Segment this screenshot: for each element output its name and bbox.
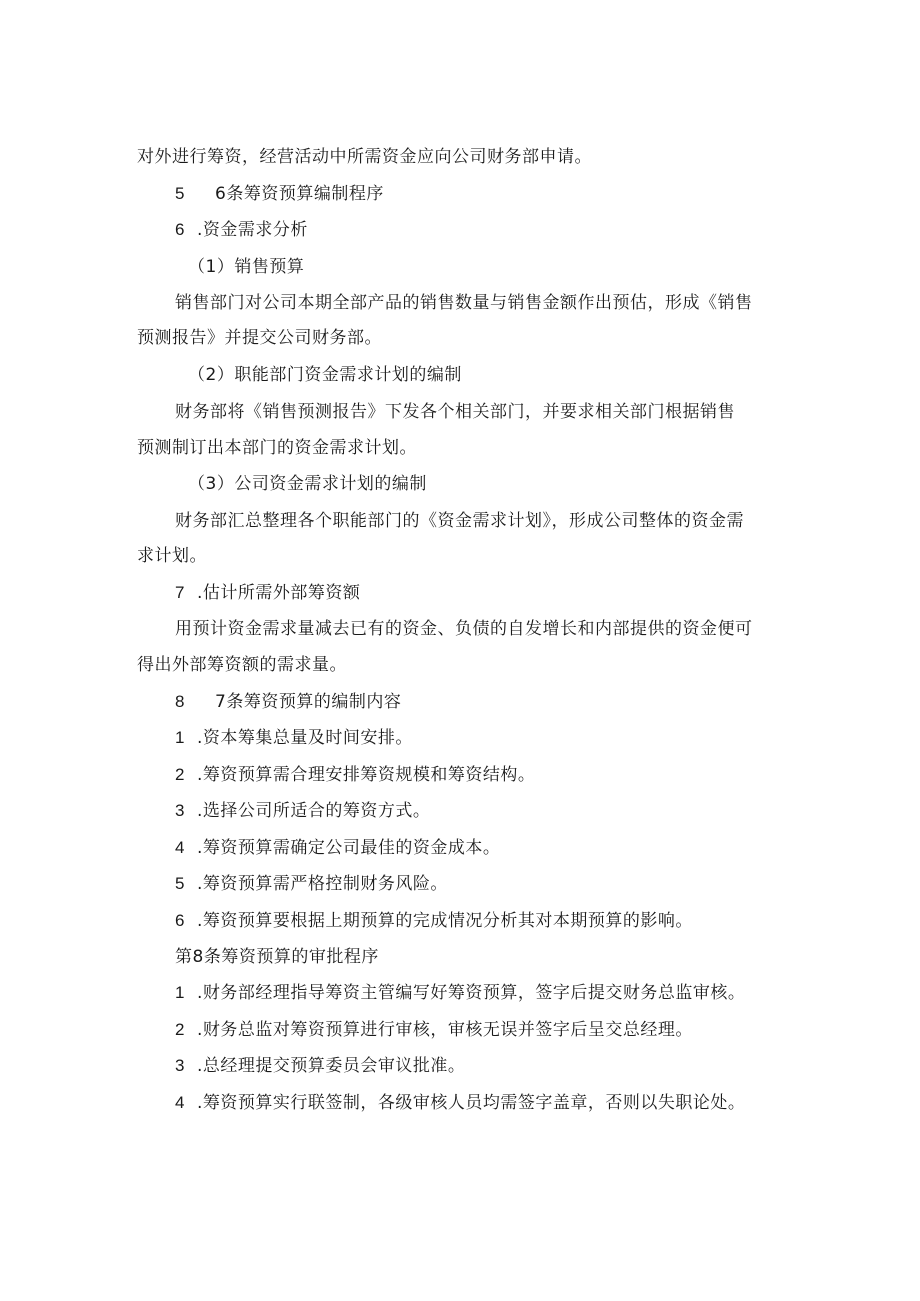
list-item [175, 873, 448, 895]
item-number: 6 [175, 220, 185, 239]
subsection-heading: （1）销售预算 [188, 257, 305, 277]
list-item [175, 727, 413, 749]
item-text: .总经理提交预算委员会审议批准。 [197, 1056, 466, 1076]
paragraph-line: 销售部门对公司本期全部产品的销售数量与销售金额作出预估，形成《销售 [175, 293, 753, 313]
list-item [175, 800, 430, 822]
item-number: 1 [175, 728, 185, 747]
section-heading: 第8条筹资预算的审批程序 [175, 947, 379, 967]
item-number: 7 [175, 583, 185, 602]
item-number: 2 [175, 1020, 185, 1039]
item-text: .筹资预算需严格控制财务风险。 [197, 874, 448, 894]
item-number: 2 [175, 765, 185, 784]
item-number: 3 [175, 801, 185, 820]
item-number: 4 [175, 838, 185, 857]
item-text: .筹资预算实行联签制，各级审核人员均需签字盖章，否则以失职论处。 [197, 1093, 746, 1113]
item-text: .资金需求分析 [197, 220, 308, 240]
list-item [175, 837, 500, 859]
list-item [175, 1055, 465, 1077]
item-text: .选择公司所适合的筹资方式。 [197, 801, 431, 821]
item-number: 5 [175, 874, 185, 893]
section-number: 5 [175, 184, 185, 203]
section-number: 8 [175, 692, 185, 711]
section-heading [175, 691, 401, 713]
subsection-heading: （3）公司资金需求计划的编制 [188, 474, 427, 494]
paragraph-line: 财务部将《销售预测报告》下发各个相关部门，并要求相关部门根据销售 [175, 402, 735, 422]
section-title: 7条筹资预算的编制内容 [215, 692, 402, 712]
item-number: 4 [175, 1093, 185, 1112]
item-text: .估计所需外部筹资额 [197, 583, 361, 603]
item-number: 1 [175, 983, 185, 1002]
list-item [175, 910, 693, 932]
paragraph-line: 得出外部筹资额的需求量。 [137, 655, 347, 675]
paragraph-line: 预测制订出本部门的资金需求计划。 [137, 438, 417, 458]
subsection-heading [175, 582, 360, 604]
paragraph-line: 预测报告》并提交公司财务部。 [137, 328, 382, 348]
list-item [175, 1019, 693, 1041]
paragraph-line: 用预计资金需求量减去已有的资金、负债的自发增长和内部提供的资金便可 [175, 619, 753, 639]
item-number: 3 [175, 1056, 185, 1075]
list-item [175, 982, 745, 1004]
section-title: 6条筹资预算编制程序 [215, 184, 384, 204]
paragraph-line: 求计划。 [137, 546, 207, 566]
subsection-heading: （2）职能部门资金需求计划的编制 [188, 365, 462, 385]
list-item [175, 1092, 745, 1114]
item-text: .资本筹集总量及时间安排。 [197, 728, 413, 748]
paragraph-line: 对外进行筹资，经营活动中所需资金应向公司财务部申请。 [137, 147, 592, 167]
subsection-heading [175, 219, 308, 241]
paragraph-line: 财务部汇总整理各个职能部门的《资金需求计划》，形成公司整体的资金需 [175, 511, 744, 531]
item-text: .筹资预算需确定公司最佳的资金成本。 [197, 838, 501, 858]
item-number: 6 [175, 911, 185, 930]
list-item [175, 764, 535, 786]
section-heading [175, 183, 384, 205]
item-text: .筹资预算需合理安排筹资规模和筹资结构。 [197, 765, 536, 785]
item-text: .筹资预算要根据上期预算的完成情况分析其对本期预算的影响。 [197, 911, 693, 931]
item-text: .财务部经理指导筹资主管编写好筹资预算，签字后提交财务总监审核。 [197, 983, 746, 1003]
item-text: .财务总监对筹资预算进行审核，审核无误并签字后呈交总经理。 [197, 1020, 693, 1040]
